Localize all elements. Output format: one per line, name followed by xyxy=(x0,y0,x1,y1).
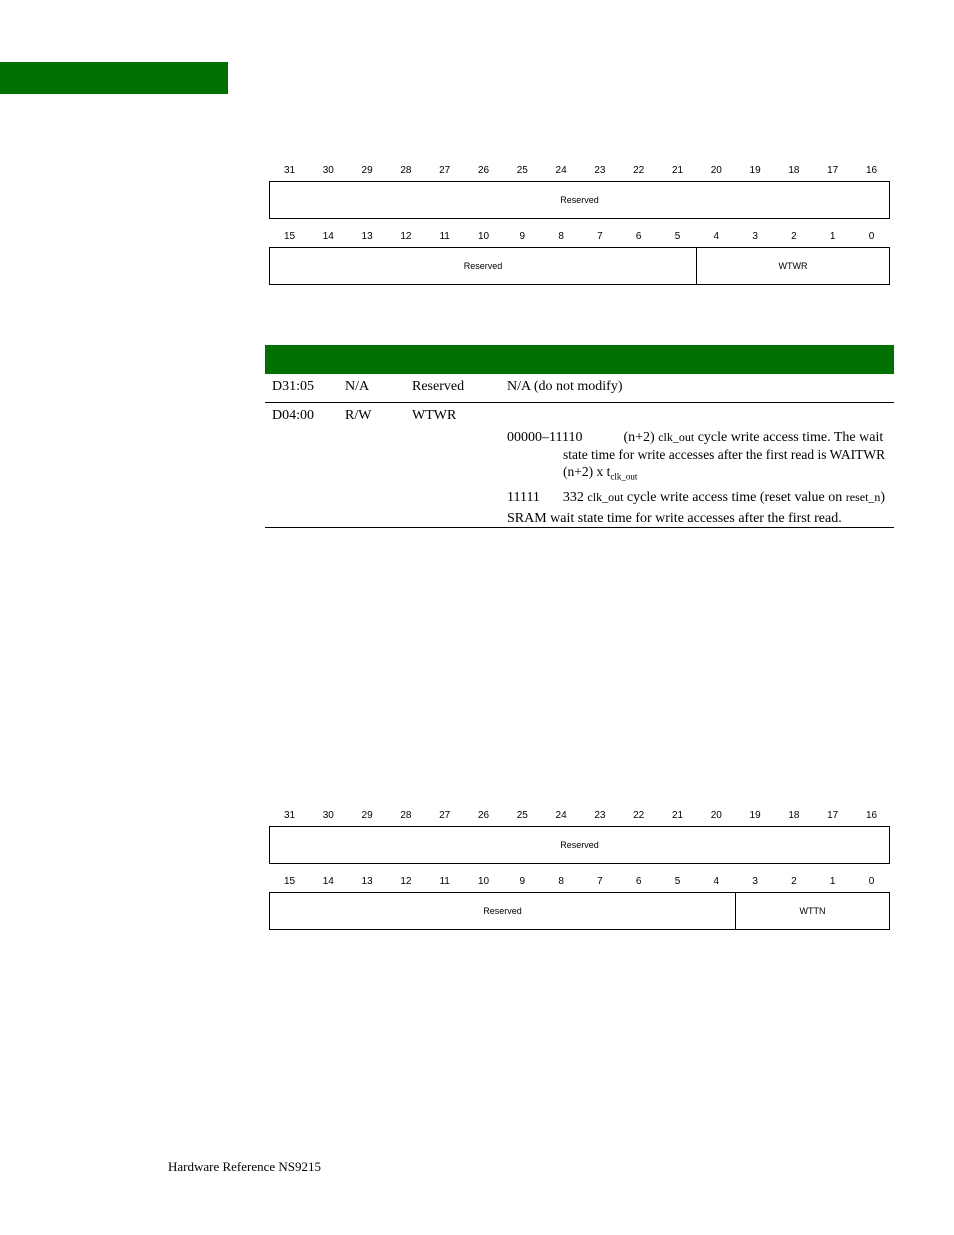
access-cell: R/W xyxy=(345,408,372,423)
bit-number: 15 xyxy=(283,231,296,242)
bit-number: 27 xyxy=(439,165,451,176)
bit-number: 0 xyxy=(868,876,875,887)
table-row xyxy=(265,374,894,403)
bit-number: 0 xyxy=(868,231,875,242)
section-tab-bar xyxy=(0,62,228,94)
bit-number: 24 xyxy=(555,810,567,821)
bit-number: 17 xyxy=(827,810,839,821)
bit-number: 27 xyxy=(439,810,451,821)
bit-number: 24 xyxy=(555,165,567,176)
description-cell xyxy=(507,429,892,527)
register-row-lower xyxy=(269,892,890,930)
bit-number: 30 xyxy=(322,165,334,176)
mnemonic-cell: Reserved xyxy=(412,379,465,394)
bit-number: 4 xyxy=(713,231,720,242)
bit-number: 9 xyxy=(519,231,526,242)
bit-number: 3 xyxy=(752,231,758,242)
bit-number: 2 xyxy=(791,231,797,242)
bit-number: 15 xyxy=(283,876,296,887)
bit-number-row-lower xyxy=(269,876,890,892)
register-row-lower xyxy=(269,247,890,285)
bit-number: 30 xyxy=(322,810,334,821)
bit-number: 14 xyxy=(322,876,334,887)
field-reserved-upper: Reserved xyxy=(560,840,599,850)
bit-number: 29 xyxy=(361,165,373,176)
option-1: 00000–11110 (n+2) clk_out cycle write access time. The wait xyxy=(507,430,884,445)
bits-cell: D31:05 xyxy=(272,379,314,394)
bit-number: 12 xyxy=(400,876,412,887)
bit-number: 17 xyxy=(827,165,839,176)
bit-number: 23 xyxy=(594,810,606,821)
bit-number: 2 xyxy=(791,876,797,887)
bit-number: 7 xyxy=(597,876,603,887)
field-reserved-lower: Reserved xyxy=(463,261,503,271)
bit-number: 29 xyxy=(361,810,373,821)
bit-number: 25 xyxy=(516,810,528,821)
bit-number: 6 xyxy=(635,231,642,242)
bit-description-table xyxy=(265,345,894,528)
bit-number: 1 xyxy=(829,876,836,887)
bit-number: 8 xyxy=(558,876,564,887)
bit-number: 28 xyxy=(400,810,412,821)
bit-number: 28 xyxy=(400,165,412,176)
bit-number: 10 xyxy=(477,876,490,887)
bit-number: 19 xyxy=(749,165,761,176)
bit-number: 14 xyxy=(322,231,334,242)
bit-number: 13 xyxy=(361,876,373,887)
bit-number: 9 xyxy=(519,876,526,887)
bit-number: 16 xyxy=(865,165,878,176)
bit-number: 18 xyxy=(788,810,800,821)
bit-number-row-upper xyxy=(269,165,890,181)
bit-number: 12 xyxy=(400,231,412,242)
bit-number: 5 xyxy=(674,231,681,242)
bit-number: 7 xyxy=(597,231,603,242)
field-wttn: WTTN xyxy=(735,893,889,929)
bit-number-row-lower xyxy=(269,231,890,247)
bit-number: 31 xyxy=(283,165,296,176)
register-diagram-2 xyxy=(269,810,890,942)
option-1-continued: state time for write accesses after the first read is WAITWR (n+2) x $t_{clk\_out}$ xyxy=(563,447,886,482)
register-row-upper xyxy=(269,826,890,864)
bit-number: 16 xyxy=(865,810,878,821)
bit-number: 13 xyxy=(361,231,373,242)
bit-number: 26 xyxy=(477,165,490,176)
bit-number: 23 xyxy=(594,165,606,176)
bit-number: 22 xyxy=(633,810,645,821)
table-header xyxy=(265,345,894,374)
field-reserved-upper: Reserved xyxy=(560,195,599,205)
bit-number: 21 xyxy=(671,810,684,821)
access-cell: N/A xyxy=(345,379,370,394)
bit-number-row-upper xyxy=(269,810,890,826)
register-diagram-1 xyxy=(269,165,890,297)
bit-number: 21 xyxy=(671,165,684,176)
bit-number: 31 xyxy=(283,810,296,821)
bit-number: 4 xyxy=(713,876,720,887)
description-summary: SRAM wait state time for write accesses after the first read. xyxy=(507,510,842,526)
bit-number: 3 xyxy=(752,876,758,887)
mnemonic-cell: WTWR xyxy=(412,408,457,423)
description-cell: N/A (do not modify) xyxy=(507,379,623,394)
bits-cell: D04:00 xyxy=(272,408,314,423)
bit-number: 20 xyxy=(710,810,722,821)
bit-number: 11 xyxy=(439,231,450,242)
bit-number: 22 xyxy=(633,165,645,176)
table-row xyxy=(265,403,894,528)
page-footer: Hardware Reference NS9215 xyxy=(168,1159,322,1174)
field-wtwr: WTWR xyxy=(696,248,889,284)
field-reserved-lower: Reserved xyxy=(483,906,522,916)
bit-number: 19 xyxy=(749,810,761,821)
bit-number: 25 xyxy=(516,165,528,176)
bit-number: 10 xyxy=(477,231,490,242)
bit-number: 8 xyxy=(558,231,564,242)
option-2: 11111 332 clk_out cycle write access time (reset value on reset_n) xyxy=(507,489,886,505)
bit-number: 6 xyxy=(635,876,642,887)
register-row-upper xyxy=(269,181,890,219)
bit-number: 20 xyxy=(710,165,722,176)
bit-number: 5 xyxy=(674,876,681,887)
bit-number: 26 xyxy=(477,810,490,821)
bit-number: 1 xyxy=(829,231,836,242)
bit-number: 18 xyxy=(788,165,800,176)
bit-number: 11 xyxy=(439,876,450,887)
